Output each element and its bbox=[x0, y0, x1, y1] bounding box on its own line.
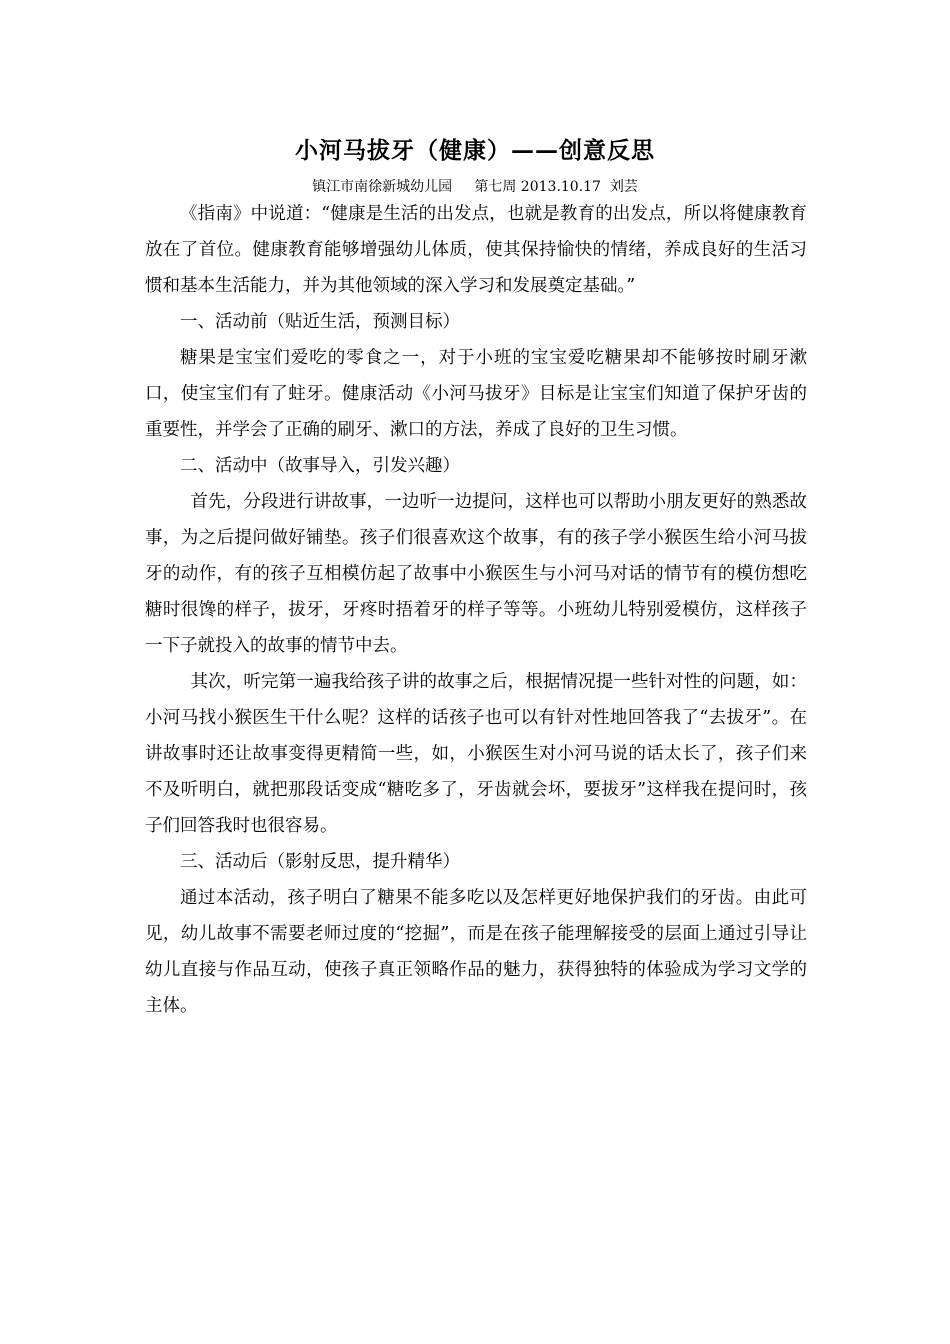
document-byline: 镇江市南徐新城幼儿园 第七周 2013.10.17 刘芸 bbox=[312, 179, 638, 195]
during-activity-paragraph-2: 其次，听完第一遍我给孩子讲的故事之后，根据情况提一些针对性的问题，如：小河马找小猴医生干什么呢？这样的话孩子也可以有针对性地回答我了“去拔牙”。在讲故事时还让故事变得更精简一些，如，小猴医生对小河马说的话太长了，孩子们来不及听明白，就把那段话变成“糖吃多了，牙齿就会坏，要拔牙”这样我在提问时，孩子们回答我时也很容易。 bbox=[145, 672, 807, 836]
during-activity-paragraph-1: 首先，分段进行讲故事，一边听一边提问，这样也可以帮助小朋友更好的熟悉故事，为之后提问做好铺垫。孩子们很喜欢这个故事，有的孩子学小猴医生给小河马拔牙的动作，有的孩子互相模仿起了故事中小猴医生与小河马对话的情节有的模仿想吃糖时很馋的样子，拔牙，牙疼时捂着牙的样子等等。小班幼儿特别爱模仿，这样孩子一下子就投入的故事的情节中去。 bbox=[145, 492, 807, 656]
section-heading-before: 一、活动前（贴近生活，预测目标） bbox=[180, 312, 460, 332]
intro-paragraph: 《指南》中说道：“健康是生活的出发点，也就是教育的出发点，所以将健康教育放在了首位。健康教育能够增强幼儿体质，使其保持愉快的情绪，养成良好的生活习惯和基本生活能力，并为其他领域的深入学习和发展奠定基础。” bbox=[145, 204, 807, 296]
before-activity-paragraph: 糖果是宝宝们爱吃的零食之一，对于小班的宝宝爱吃糖果却不能够按时刷牙漱口，使宝宝们有了蛀牙。健康活动《小河马拔牙》目标是让宝宝们知道了保护牙齿的重要性，并学会了正确的刷牙、漱口的方法，养成了良好的卫生习惯。 bbox=[145, 348, 807, 440]
section-heading-after: 三、活动后（影射反思，提升精华） bbox=[180, 852, 460, 872]
document-title: 小河马拔牙（健康）——创意反思 bbox=[295, 137, 655, 164]
after-activity-paragraph: 通过本活动，孩子明白了糖果不能多吃以及怎样更好地保护我们的牙齿。由此可见，幼儿故事不需要老师过度的“挖掘”，而是在孩子能理解接受的层面上通过引导让幼儿直接与作品互动，使孩子真正领略作品的魅力，获得独特的体验成为学习文学的主体。 bbox=[145, 888, 807, 1016]
document-body bbox=[145, 196, 807, 1024]
section-heading-during: 二、活动中（故事导入，引发兴趣） bbox=[180, 456, 460, 476]
